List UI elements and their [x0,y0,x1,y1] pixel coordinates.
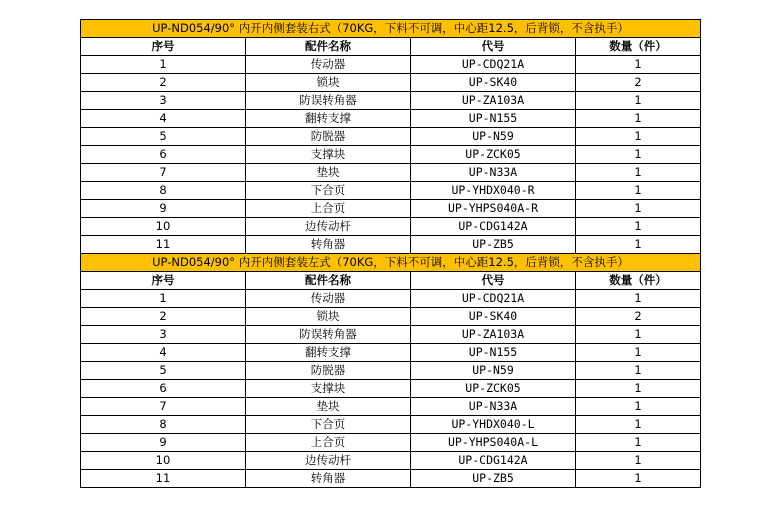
cell-seq: 5 [81,362,246,380]
cell-code: UP-CDQ21A [411,290,576,308]
table-row [81,398,701,416]
cell-part-name: 转角器 [246,470,411,488]
cell-part-name: 上合页 [246,200,411,218]
cell-code: UP-ZB5 [411,470,576,488]
cell-quantity: 1 [576,362,701,380]
cell-code: UP-YHPS040A-R [411,200,576,218]
cell-code: UP-CDG142A [411,218,576,236]
table-row [81,74,701,92]
header-row [81,38,701,56]
table-row [81,236,701,254]
header-seq: 序号 [81,272,246,290]
cell-code: UP-N59 [411,362,576,380]
header-seq: 序号 [81,38,246,56]
cell-code: UP-ZCK05 [411,146,576,164]
cell-part-name: 边传动杆 [246,452,411,470]
cell-seq: 9 [81,200,246,218]
cell-quantity: 1 [576,56,701,74]
cell-code: UP-N59 [411,128,576,146]
table-row [81,290,701,308]
table-row [81,110,701,128]
cell-code: UP-SK40 [411,74,576,92]
cell-code: UP-YHPS040A-L [411,434,576,452]
cell-part-name: 传动器 [246,56,411,74]
cell-code: UP-ZB5 [411,236,576,254]
cell-code: UP-YHDX040-R [411,182,576,200]
cell-part-name: 防脱器 [246,128,411,146]
cell-code: UP-YHDX040-L [411,416,576,434]
table-row [81,182,701,200]
cell-quantity: 1 [576,110,701,128]
cell-quantity: 2 [576,74,701,92]
table-row [81,416,701,434]
cell-seq: 8 [81,182,246,200]
cell-seq: 2 [81,74,246,92]
cell-code: UP-ZA103A [411,326,576,344]
cell-quantity: 1 [576,434,701,452]
cell-quantity: 1 [576,200,701,218]
cell-seq: 10 [81,452,246,470]
cell-quantity: 1 [576,470,701,488]
cell-part-name: 下合页 [246,416,411,434]
cell-seq: 3 [81,326,246,344]
cell-code: UP-N155 [411,344,576,362]
cell-part-name: 下合页 [246,182,411,200]
cell-part-name: 边传动杆 [246,218,411,236]
cell-code: UP-ZCK05 [411,380,576,398]
table-row [81,470,701,488]
header-quantity: 数量（件） [576,38,701,56]
table-row [81,380,701,398]
header-part-name: 配件名称 [246,38,411,56]
table-row [81,434,701,452]
table-row [81,128,701,146]
cell-quantity: 1 [576,146,701,164]
cell-code: UP-N33A [411,164,576,182]
cell-seq: 10 [81,218,246,236]
table-row [81,56,701,74]
cell-seq: 9 [81,434,246,452]
cell-seq: 1 [81,56,246,74]
cell-code: UP-N155 [411,110,576,128]
cell-quantity: 1 [576,344,701,362]
cell-quantity: 1 [576,380,701,398]
cell-quantity: 1 [576,164,701,182]
cell-quantity: 1 [576,416,701,434]
table-row [81,326,701,344]
cell-part-name: 锁块 [246,74,411,92]
cell-seq: 3 [81,92,246,110]
cell-quantity: 1 [576,128,701,146]
cell-seq: 4 [81,110,246,128]
section-title-row [81,20,701,38]
cell-seq: 4 [81,344,246,362]
cell-seq: 11 [81,236,246,254]
cell-part-name: 垫块 [246,398,411,416]
cell-code: UP-SK40 [411,308,576,326]
cell-seq: 2 [81,308,246,326]
cell-code: UP-ZA103A [411,92,576,110]
cell-quantity: 2 [576,308,701,326]
cell-part-name: 传动器 [246,290,411,308]
cell-seq: 6 [81,380,246,398]
cell-quantity: 1 [576,182,701,200]
cell-part-name: 支撑块 [246,380,411,398]
cell-seq: 5 [81,128,246,146]
table-row [81,344,701,362]
cell-seq: 7 [81,398,246,416]
cell-quantity: 1 [576,326,701,344]
cell-quantity: 1 [576,398,701,416]
cell-quantity: 1 [576,290,701,308]
cell-part-name: 上合页 [246,434,411,452]
header-code: 代号 [411,272,576,290]
cell-part-name: 防误转角器 [246,92,411,110]
cell-part-name: 支撑块 [246,146,411,164]
cell-code: UP-CDQ21A [411,56,576,74]
cell-seq: 1 [81,290,246,308]
table-row [81,308,701,326]
cell-code: UP-CDG142A [411,452,576,470]
cell-quantity: 1 [576,218,701,236]
header-row [81,272,701,290]
cell-quantity: 1 [576,452,701,470]
header-code: 代号 [411,38,576,56]
table-row [81,362,701,380]
cell-code: UP-N33A [411,398,576,416]
cell-seq: 11 [81,470,246,488]
table-row [81,146,701,164]
cell-part-name: 垫块 [246,164,411,182]
cell-quantity: 1 [576,236,701,254]
cell-part-name: 锁块 [246,308,411,326]
parts-list-sheet [80,19,701,488]
table-row [81,164,701,182]
cell-part-name: 转角器 [246,236,411,254]
table-row [81,92,701,110]
section-title-row [81,254,701,272]
cell-part-name: 翻转支撑 [246,344,411,362]
cell-part-name: 翻转支撑 [246,110,411,128]
cell-seq: 7 [81,164,246,182]
cell-quantity: 1 [576,92,701,110]
cell-part-name: 防脱器 [246,362,411,380]
header-quantity: 数量（件） [576,272,701,290]
table-row [81,218,701,236]
table-row [81,452,701,470]
section-title: UP-ND054/90° 内开内侧套装右式（70KG，下料不可调，中心距12.5，后背锁，不含执手） [81,20,701,38]
header-part-name: 配件名称 [246,272,411,290]
table-row [81,200,701,218]
cell-seq: 8 [81,416,246,434]
cell-part-name: 防误转角器 [246,326,411,344]
section-title: UP-ND054/90° 内开内侧套装左式（70KG，下料不可调，中心距12.5，后背锁，不含执手） [81,254,701,272]
cell-seq: 6 [81,146,246,164]
